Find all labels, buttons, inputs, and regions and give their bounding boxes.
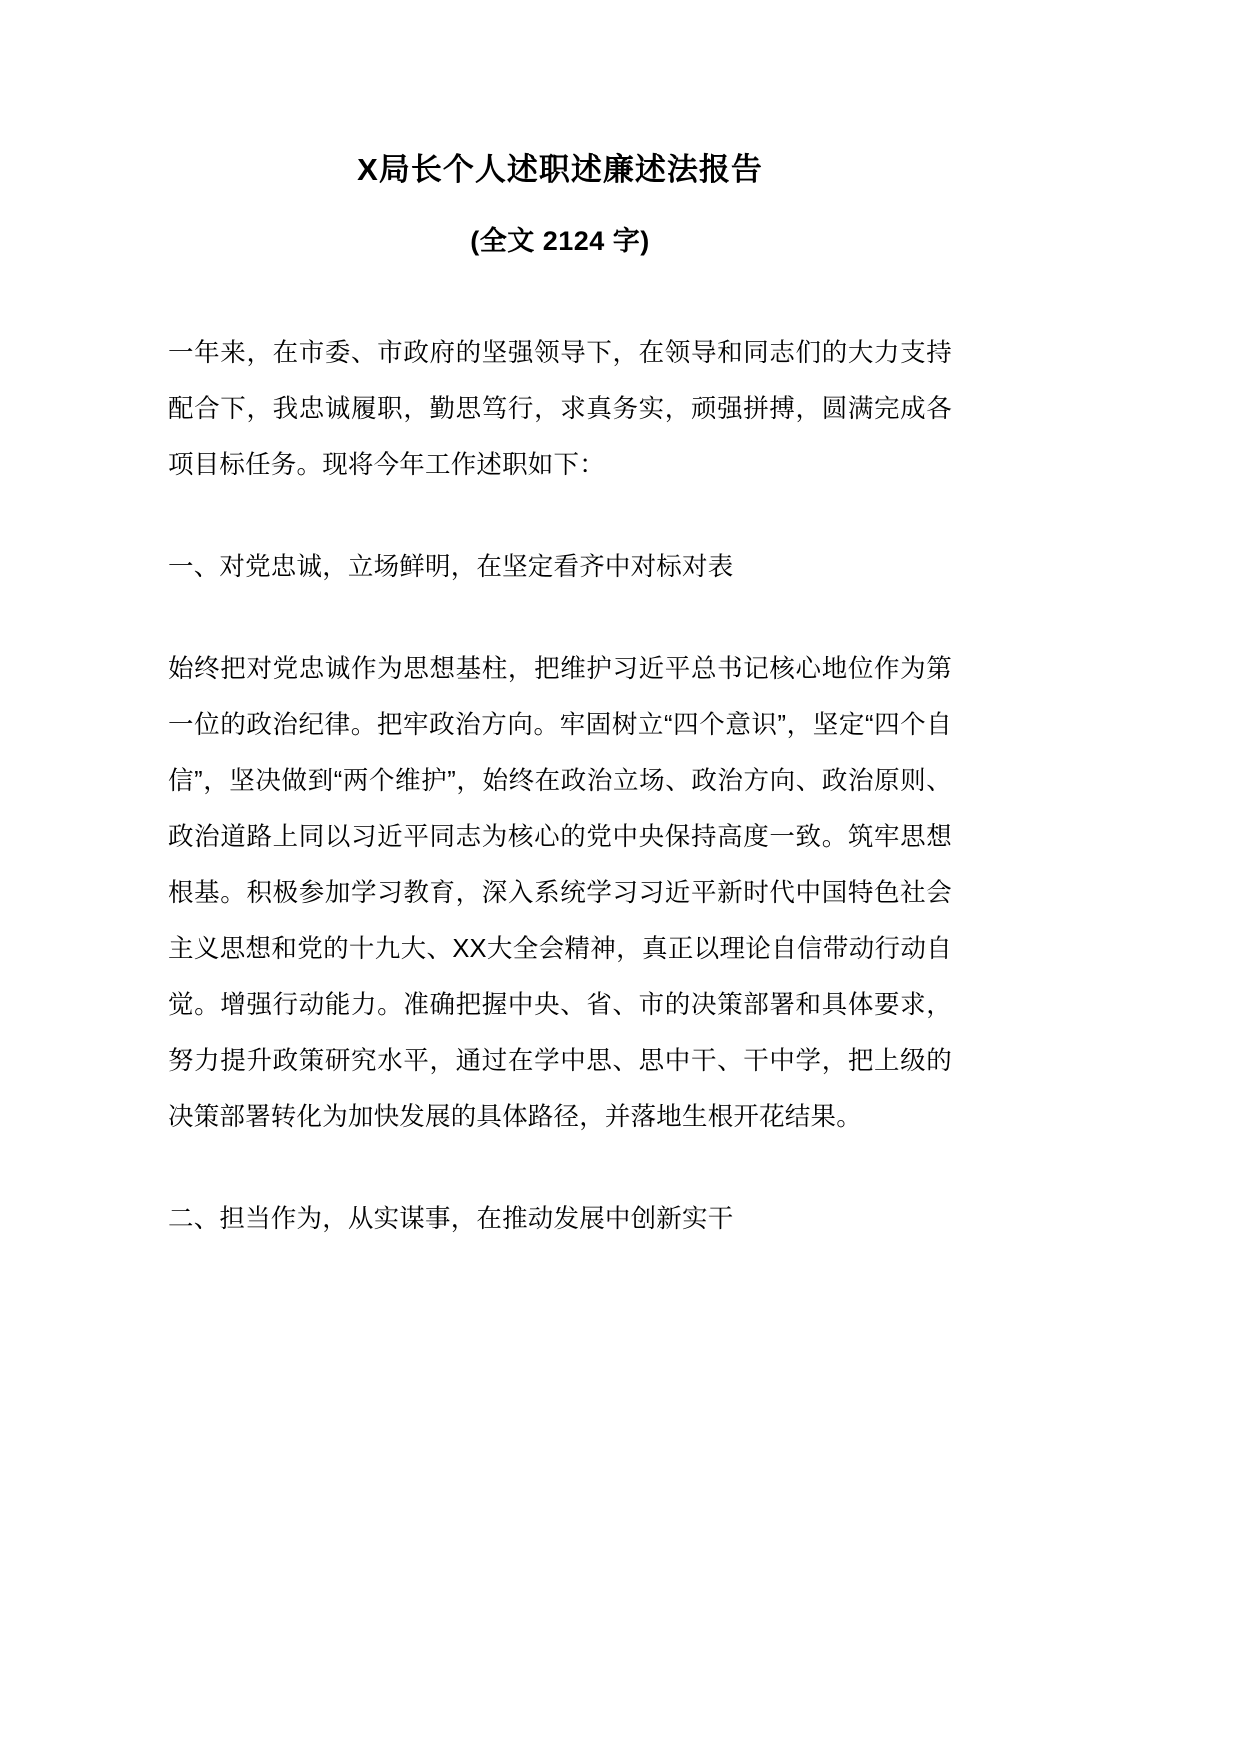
intro-paragraph: 一年来，在市委、市政府的坚强领导下，在领导和同志们的大力支持配合下，我忠诚履职，勤思笃行，求真务实，顽强拼搏，圆满完成各项目标任务。现将今年工作述职如下：	[168, 339, 952, 480]
section-1-body: 始终把对党忠诚作为思想基柱，把维护习近平总书记核心地位作为第一位的政治纪律。把牢政治方向。牢固树立“四个意识”，坚定“四个自信”，坚决做到“两个维护”，始终在政治立场、政治方向、政治原则、政治道路上同以习近平同志为核心的党中央保持高度一致。筑牢思想根基。积极参加学习教育，深入系统学习习近平新时代中国特色社会主义思想和党的十九大、XX大全会精神，真正以理论自信带动行动自觉。增强行动能力。准确把握中央、省、市的决策部署和具体要求，努力提升政策研究水平，通过在学中思、思中干、干中学，把上级的决策部署转化为加快发展的具体路径，并落地生根开花结果。	[168, 655, 952, 1132]
document-body	[168, 261, 952, 1247]
section-heading-2: 二、担当作为，从实谋事，在推动发展中创新实干	[168, 1205, 734, 1234]
document-subtitle-word-count: (全文 2124 字)	[470, 226, 650, 257]
page-title: X局长个人述职述廉述法报告	[357, 152, 763, 187]
document-content	[168, 0, 952, 1247]
section-heading-1: 一、对党忠诚，立场鲜明，在坚定看齐中对标对表	[168, 553, 734, 582]
